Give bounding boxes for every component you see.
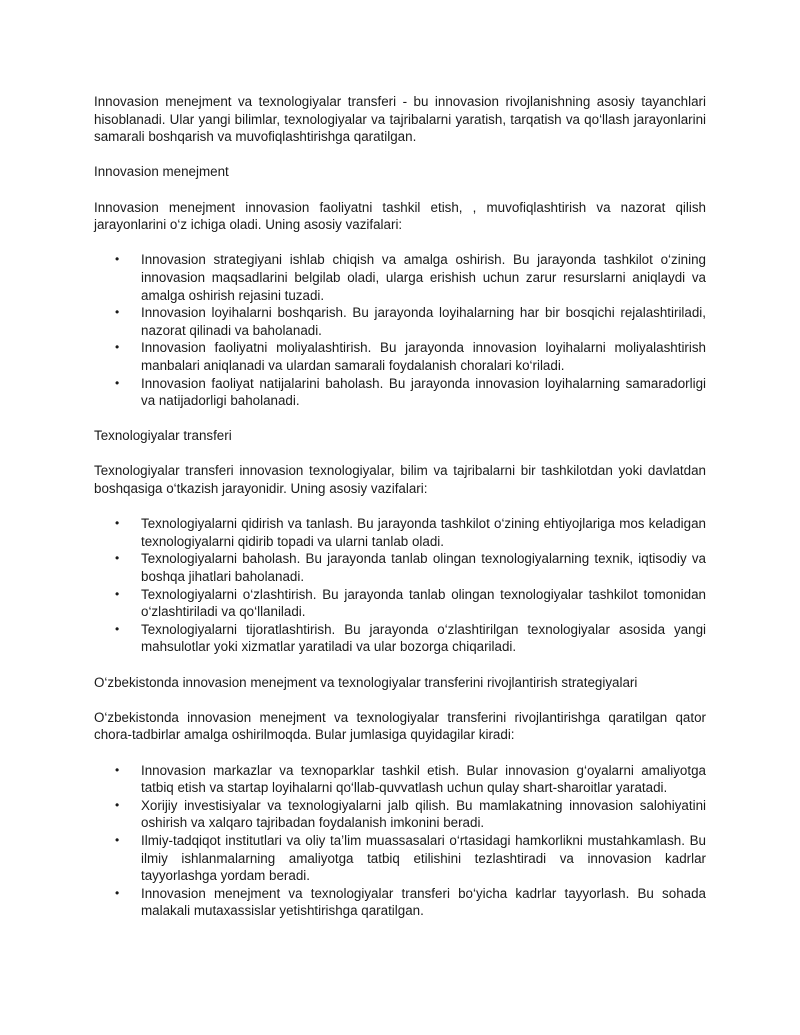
- list-item-text: Texnologiyalarni o‘zlashtirish. Bu jarayonda tanlab olingan texnologiyalar tashkilot tomonidan o‘zlashtiriladi va qo‘llaniladi.: [141, 586, 706, 620]
- bullet-icon: •: [115, 885, 120, 900]
- section-heading-innovation-management: Innovasion menejment: [94, 164, 229, 180]
- bullet-icon: •: [115, 797, 120, 812]
- list-item: [94, 797, 706, 832]
- bullet-icon: •: [115, 252, 120, 267]
- list-item: [94, 515, 706, 550]
- list-item: [94, 550, 706, 585]
- intro-paragraph: Innovasion menejment va texnologiyalar transferi - bu innovasion rivojlanishning asosiy tayanchlari hisoblanadi. Ular yangi bilimlar, texnologiyalar va tajribalarni yaratish, tarqatish va qo‘llash jarayonlarini samarali boshqarish va muvofiqlashtirishga qaratilgan.: [94, 94, 706, 145]
- section-paragraph-technology-transfer: Texnologiyalar transferi innovasion texnologiyalar, bilim va tajribalarni bir tashkilotdan yoki davlatdan boshqasiga o‘tkazish jarayonidir. Uning asosiy vazifalari:: [94, 463, 706, 497]
- bullet-icon: •: [115, 340, 120, 355]
- list-item: [94, 832, 706, 885]
- bullet-icon: •: [115, 762, 120, 777]
- bullet-icon: •: [115, 586, 120, 601]
- list-item-text: Texnologiyalarni baholash. Bu jarayonda tanlab olingan texnologiyalarning texnik, iqtisodiy va boshqa jihatlari baholanadi.: [141, 551, 706, 585]
- list-item: [94, 304, 706, 339]
- list-item: [94, 375, 706, 410]
- list-item-text: Texnologiyalarni tijoratlashtirish. Bu jarayonda o‘zlashtirilgan texnologiyalar asosida yangi mahsulotlar yoki xizmatlar yaratiladi va ular bozorga chiqariladi.: [141, 621, 706, 655]
- bullet-icon: •: [115, 305, 120, 320]
- list-item-text: Innovasion markazlar va texnoparklar tashkil etish. Bular innovasion g‘oyalarni amaliyotga tatbiq etish va startap loyihalarni qo‘llab-quvvatlash uchun qulay shart-sharoitlar yaratadi.: [141, 762, 706, 796]
- bullet-list-innovation-management: [94, 251, 706, 409]
- bullet-icon: •: [115, 551, 120, 566]
- bullet-icon: •: [115, 375, 120, 390]
- section-heading-uzbekistan-strategies: O‘zbekistonda innovasion menejment va texnologiyalar transferini rivojlantirish strategiyalari: [94, 674, 638, 690]
- list-item-text: Innovasion faoliyat natijalarini baholash. Bu jarayonda innovasion loyihalarning samaradorligi va natijadorligi baholanadi.: [141, 375, 706, 409]
- section-heading-technology-transfer: Texnologiyalar transferi: [94, 428, 232, 444]
- list-item: [94, 762, 706, 797]
- list-item-text: Innovasion menejment va texnologiyalar transferi bo‘yicha kadrlar tayyorlash. Bu sohada malakali mutaxassislar yetishtirishga qaratilgan.: [141, 885, 706, 919]
- list-item: [94, 621, 706, 656]
- list-item-text: Innovasion strategiyani ishlab chiqish va amalga oshirish. Bu jarayonda tashkilot o‘zining innovasion maqsadlarini belgilab oladi, ularga erishish uchun zarur resurslarni aniqlaydi va amalga oshirish rejasini tuzadi.: [141, 252, 706, 303]
- section-paragraph-uzbekistan-strategies: O‘zbekistonda innovasion menejment va texnologiyalar transferini rivojlantirishga qaratilgan qator chora-tadbirlar amalga oshirilmoqda. Bular jumlasiga quyidagilar kiradi:: [94, 709, 706, 743]
- list-item-text: Xorijiy investisiyalar va texnologiyalarni jalb qilish. Bu mamlakatning innovasion salohiyatini oshirish va xalqaro tajribadan foydalanish imkonini beradi.: [141, 797, 706, 831]
- list-item-text: Innovasion faoliyatni moliyalashtirish. Bu jarayonda innovasion loyihalarni moliyalashtirish manbalari aniqlanadi va ulardan samarali foydalanish choralari ko‘riladi.: [141, 340, 706, 373]
- list-item-text: Ilmiy-tadqiqot institutlari va oliy ta’lim muassasalari o‘rtasidagi hamkorlikni mustahkamlash. Bu ilmiy ishlanmalarning amaliyotga tatbiq etilishini tezlashtiradi va innovasion kadrlar tayyorlashga yordam beradi.: [141, 832, 706, 884]
- list-item: [94, 339, 706, 374]
- list-item-text: Texnologiyalarni qidirish va tanlash. Bu jarayonda tashkilot o‘zining ehtiyojlariga mos keladigan texnologiyalarni qidirib topadi va ularni tanlab oladi.: [141, 516, 706, 549]
- list-item-text: Innovasion loyihalarni boshqarish. Bu jarayonda loyihalarning har bir bosqichi rejalashtiriladi, nazorat qilinadi va baholanadi.: [141, 305, 706, 338]
- list-item: [94, 251, 706, 304]
- bullet-list-technology-transfer: [94, 515, 706, 656]
- bullet-list-uzbekistan-strategies: [94, 762, 706, 920]
- section-paragraph-innovation-management: Innovasion menejment innovasion faoliyatni tashkil etish, , muvofiqlashtirish va nazorat qilish jarayonlarini o‘z ichiga oladi. Uning asosiy vazifalari:: [94, 199, 706, 233]
- bullet-icon: •: [115, 621, 120, 636]
- bullet-icon: •: [115, 832, 120, 847]
- bullet-icon: •: [115, 516, 120, 531]
- document-page: [94, 93, 706, 920]
- list-item: [94, 586, 706, 621]
- list-item: [94, 885, 706, 920]
